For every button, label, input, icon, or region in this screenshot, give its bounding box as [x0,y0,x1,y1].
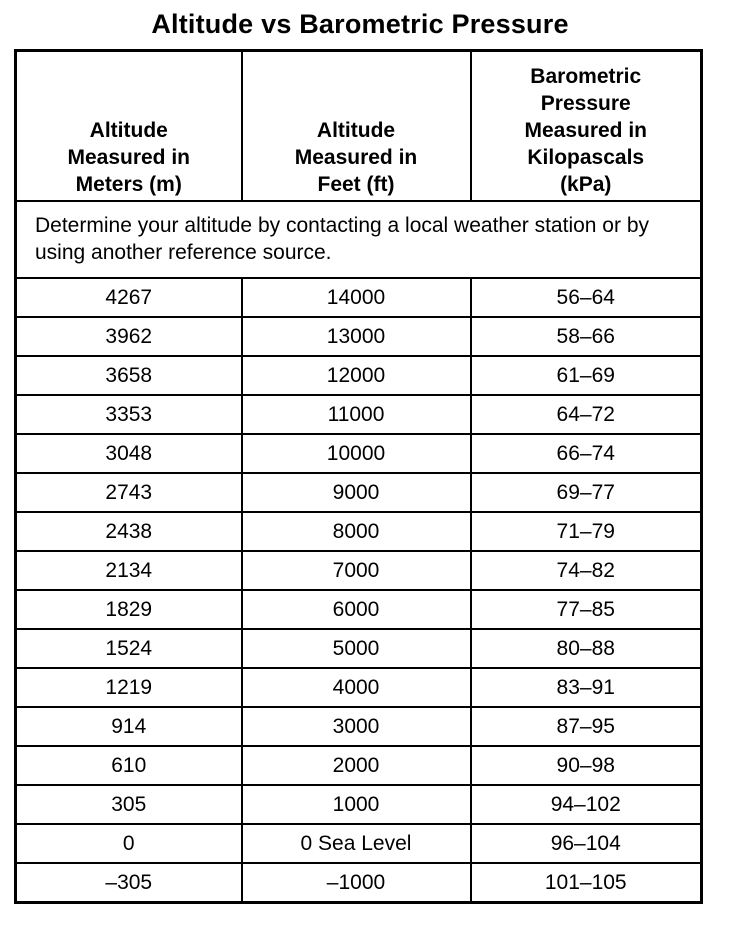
cell-kpa: 71–79 [471,512,702,551]
cell-kpa: 64–72 [471,395,702,434]
cell-meters: 610 [16,746,242,785]
header-meters-line-2: Measured in [67,146,191,169]
cell-meters: 3048 [16,434,242,473]
table-row [16,278,702,317]
header-meters-line-3: Meters (m) [75,173,182,196]
header-meters [16,51,242,202]
cell-meters: 4267 [16,278,242,317]
table-row [16,395,702,434]
header-feet-line-1: Altitude [316,119,396,142]
page-title: Altitude vs Barometric Pressure [151,9,569,39]
table-row [16,434,702,473]
header-feet-line-3: Feet (ft) [317,173,395,196]
header-pressure-line-1: Barometric [530,65,642,88]
cell-feet: 8000 [242,512,471,551]
cell-meters: 0 [16,824,242,863]
cell-feet: 0 Sea Level [242,824,471,863]
cell-feet: 4000 [242,668,471,707]
cell-meters: 2134 [16,551,242,590]
header-pressure-line-5: (kPa) [560,173,612,196]
cell-kpa: 83–91 [471,668,702,707]
cell-meters: 3658 [16,356,242,395]
cell-kpa: 56–64 [471,278,702,317]
cell-meters: 2743 [16,473,242,512]
cell-kpa: 80–88 [471,629,702,668]
table-row [16,863,702,903]
table-row [16,551,702,590]
cell-kpa: 74–82 [471,551,702,590]
note-row [16,201,702,278]
header-feet [242,51,471,202]
cell-feet: 13000 [242,317,471,356]
header-row [16,51,702,202]
table-row [16,629,702,668]
cell-feet: 11000 [242,395,471,434]
table-row [16,746,702,785]
cell-kpa: 61–69 [471,356,702,395]
cell-feet: 2000 [242,746,471,785]
cell-feet: –1000 [242,863,471,903]
header-meters-line-1: Altitude [89,119,168,142]
cell-feet: 3000 [242,707,471,746]
header-pressure-line-4: Kilopascals [527,146,645,169]
cell-feet: 6000 [242,590,471,629]
cell-kpa: 96–104 [471,824,702,863]
table-row [16,512,702,551]
cell-kpa: 94–102 [471,785,702,824]
table-row [16,824,702,863]
cell-meters: 1219 [16,668,242,707]
cell-kpa: 87–95 [471,707,702,746]
table-row [16,356,702,395]
cell-feet: 12000 [242,356,471,395]
cell-meters: 3962 [16,317,242,356]
table-row [16,473,702,512]
altitude-pressure-table [14,49,703,904]
cell-kpa: 66–74 [471,434,702,473]
table-row [16,668,702,707]
cell-kpa: 69–77 [471,473,702,512]
cell-feet: 5000 [242,629,471,668]
cell-feet: 1000 [242,785,471,824]
table-row [16,785,702,824]
cell-feet: 7000 [242,551,471,590]
cell-meters: –305 [16,863,242,903]
cell-feet: 9000 [242,473,471,512]
header-pressure-line-2: Pressure [540,92,631,115]
cell-meters: 3353 [16,395,242,434]
cell-meters: 1829 [16,590,242,629]
table-row [16,590,702,629]
header-feet-line-2: Measured in [294,146,418,169]
cell-kpa: 77–85 [471,590,702,629]
cell-meters: 2438 [16,512,242,551]
cell-kpa: 90–98 [471,746,702,785]
header-pressure-line-3: Measured in [524,119,648,142]
table-row [16,707,702,746]
cell-feet: 10000 [242,434,471,473]
cell-meters: 1524 [16,629,242,668]
header-pressure [471,51,702,202]
note-text: Determine your altitude by contacting a local weather station or by using another reference source. [16,201,702,278]
cell-feet: 14000 [242,278,471,317]
cell-kpa: 58–66 [471,317,702,356]
cell-meters: 914 [16,707,242,746]
table-row [16,317,702,356]
cell-meters: 305 [16,785,242,824]
cell-kpa: 101–105 [471,863,702,903]
